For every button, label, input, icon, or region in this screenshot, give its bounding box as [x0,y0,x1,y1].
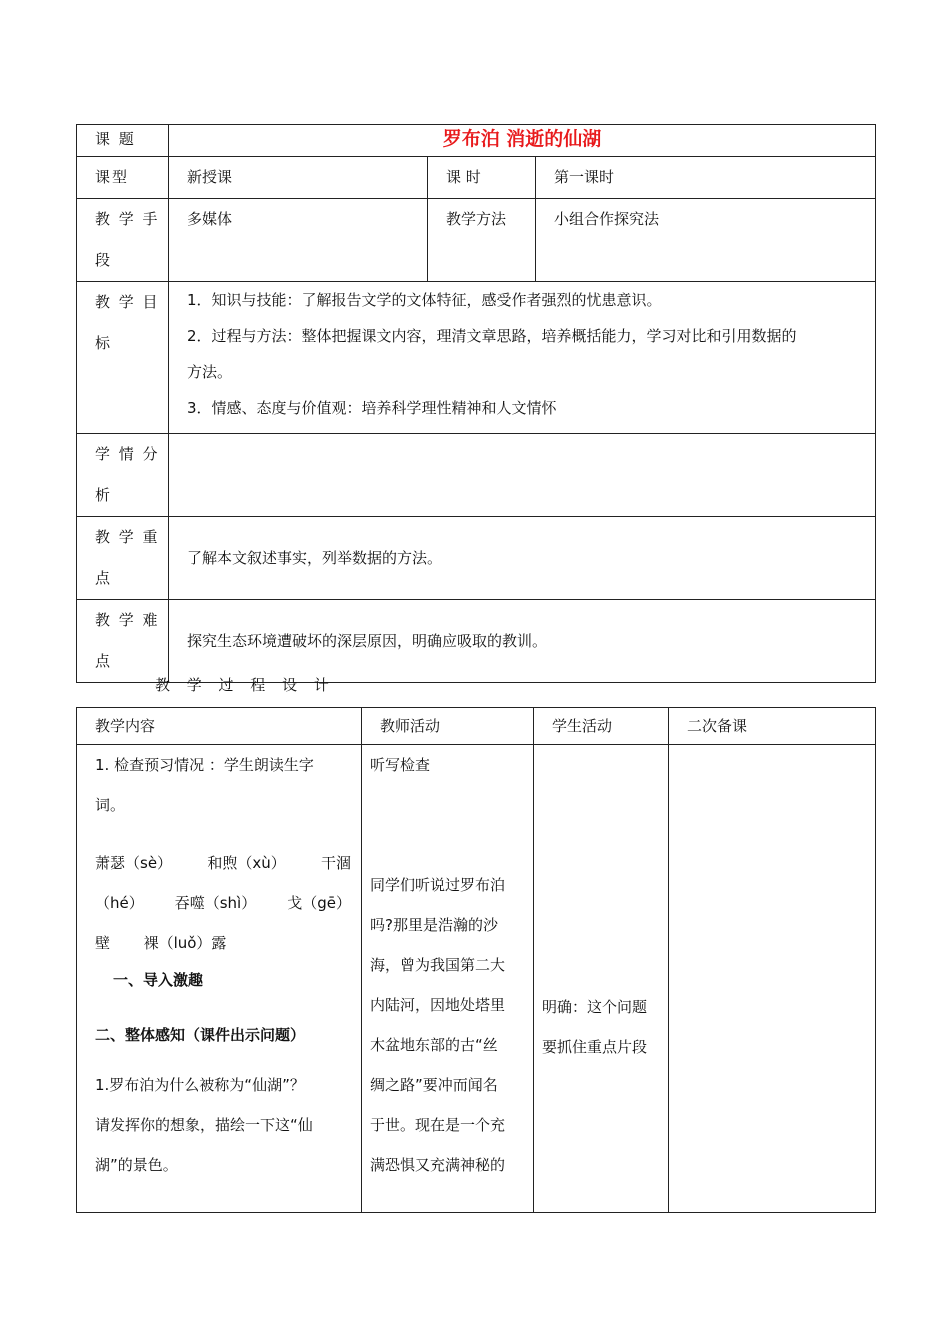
means-value: 多媒体 [169,199,428,282]
key-points-row [77,517,876,600]
objective-item: 3．情感、态度与价值观：培养科学理性精神和人文情怀 [187,399,557,417]
objectives-list [169,282,876,434]
process-body-row [77,745,876,1213]
teacher-intro-line: 木盆地东部的古“丝 [370,1036,498,1054]
objective-item: 2．过程与方法：整体把握课文内容，理清文章思路，培养概括能力，学习对比和引用数据的 [187,327,797,345]
header-teacher: 教师活动 [362,708,534,745]
objective-item: 方法。 [187,363,233,381]
teacher-intro-line: 满恐惧又充满神秘的 [370,1156,506,1174]
teacher-intro-line: 同学们听说过罗布泊 [370,876,506,894]
vocab-word: （hé） [95,894,144,912]
section-intro: 一、导入激趣 [113,971,204,989]
teaching-process-table [76,707,876,1213]
student-line: 明确：这个问题 [542,997,648,1016]
difficulty-value: 探究生态环境遭破坏的深层原因，明确应吸取的教训。 [169,600,876,683]
student-line: 要抓住重点片段 [542,1037,648,1056]
analysis-row [77,434,876,517]
analysis-label-line1: 学 情 分 [95,445,160,463]
objective-item: 1．知识与技能：了解报告文学的文体特征，感受作者强烈的忧患意识。 [187,291,662,309]
process-heading: 教 学 过 程 设 计 [155,676,335,694]
course-title: 罗布泊 消逝的仙湖 [169,125,876,157]
question-1-line2: 请发挥你的想象，描绘一下这“仙 [95,1116,313,1134]
teacher-intro-line: 绸之路”要冲而闻名 [370,1076,498,1094]
type-label: 课型 [77,157,169,199]
teacher-intro-line: 海，曾为我国第二大 [370,956,506,974]
preview-check-line2: 词。 [95,796,126,814]
means-label-line2: 段 [95,251,113,269]
period-label: 课 时 [428,157,536,199]
objectives-label-line1: 教 学 目 [95,293,160,311]
difficulty-row [77,600,876,683]
question-1-line3: 湖”的景色。 [95,1156,178,1174]
content-cell [77,745,362,1213]
objectives-row [77,282,876,434]
analysis-label [77,434,169,517]
difficulty-label-line2: 点 [95,652,113,670]
vocab-word: 和煦（xù） [207,854,286,872]
means-label-line1: 教 学 手 [95,210,160,228]
key-points-label-line2: 点 [95,569,113,587]
key-points-value: 了解本文叙述事实，列举数据的方法。 [169,517,876,600]
type-value: 新授课 [169,157,428,199]
vocab-word: 戈（gē） [287,894,351,912]
vocab-word: 干涸 [320,854,351,872]
process-header-row [77,708,876,745]
header-content: 教学内容 [77,708,362,745]
second-prep-cell [669,745,876,1213]
teacher-intro-line: 于世。现在是一个充 [370,1116,506,1134]
analysis-value [169,434,876,517]
teacher-cell [362,745,534,1213]
key-points-label-line1: 教 学 重 [95,528,160,546]
method-label: 教学方法 [428,199,536,282]
vocab-word: 吞噬（shì） [174,894,257,912]
vocab-row [95,923,355,963]
teacher-intro-line: 吗?那里是浩瀚的沙 [370,916,498,934]
analysis-label-line2: 析 [95,486,113,504]
header-second-prep: 二次备课 [669,708,876,745]
vocab-word: 壁 [95,934,111,952]
vocab-row [95,883,355,923]
difficulty-label-line1: 教 学 难 [95,611,160,629]
teacher-intro-line: 内陆河，因地处塔里 [370,996,506,1014]
lesson-info-table [76,124,876,683]
period-value: 第一课时 [536,157,876,199]
objectives-label [77,282,169,434]
difficulty-label [77,600,169,683]
method-value: 小组合作探究法 [536,199,876,282]
means-row [77,199,876,282]
means-label [77,199,169,282]
preview-check-line1: 1. 检查预习情况 ：学生朗读生字 [95,756,314,774]
teacher-dictation: 听写检查 [370,756,431,774]
header-student: 学生活动 [534,708,669,745]
key-points-label [77,517,169,600]
course-title-label: 课 题 [77,125,169,157]
title-row [77,125,876,157]
question-1-line1: 1.罗布泊为什么被称为“仙湖”？ [95,1076,305,1094]
objectives-label-line2: 标 [95,334,113,352]
vocab-word: 萧瑟（sè） [95,854,173,872]
type-row [77,157,876,199]
section-overview: 二、整体感知（课件出示问题） [95,1026,306,1044]
vocab-word: 裸（luǒ）露 [143,934,227,952]
vocab-row [95,843,355,883]
student-cell [534,745,669,1213]
